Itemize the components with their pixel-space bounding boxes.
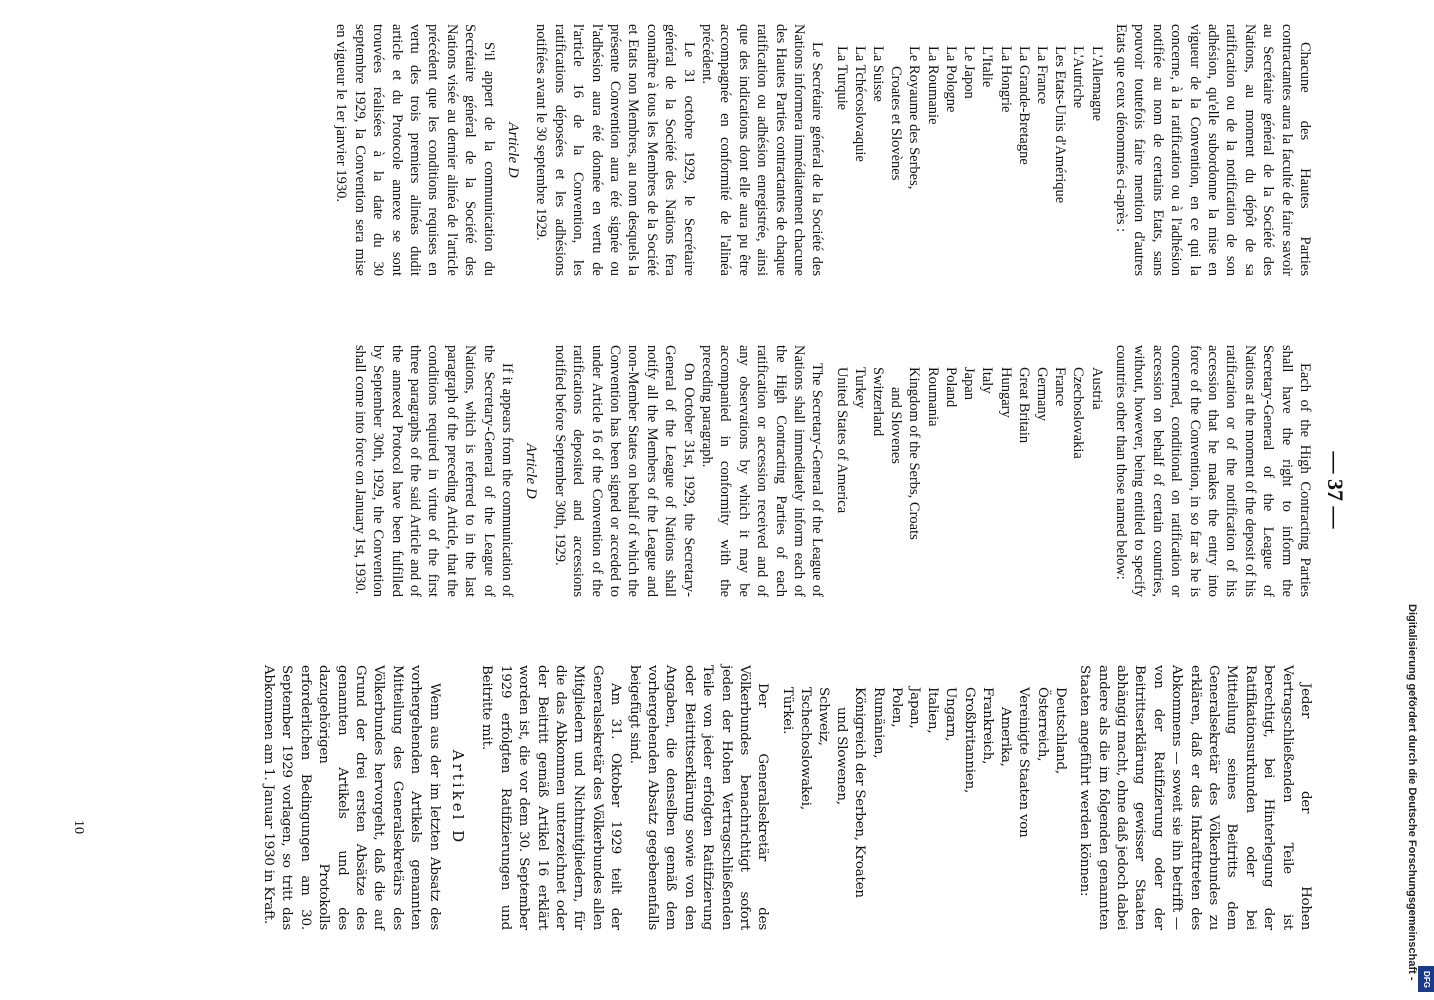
german-paragraph-3: Am 31. Oktober 1929 teilt der Generalsekretär des Völkerbundes allen Mitgliedern und Nichtmitgliedern, für die das Abkommen unterzeichnet oder der Beitritt gemäß Artikel 16 erklärt worden ist, die vor dem 30. September 1929 erfolgten Ratifizierungen und Beitritte mit. bbox=[479, 665, 624, 930]
list-item: L'Italie bbox=[979, 46, 996, 88]
english-paragraph-4: If it appears from the communication of the Secretary-General of the League of Nations, which is referred to in the last paragraph of the preceding Article, that the conditions required in virtue of the first three paragraphs of the said Article and of the annexed Protocol have been fulfilled by September 30th, 1929, the Convention shall come into force on January 1st, 1930. bbox=[351, 345, 515, 597]
list-item: La Roumanie bbox=[924, 46, 941, 125]
dfg-logo-icon bbox=[1418, 966, 1434, 992]
list-item: Poland bbox=[942, 367, 959, 408]
list-item: Vereinigte Staaten von bbox=[1016, 687, 1032, 838]
list-item: Rumänien, bbox=[870, 687, 886, 759]
list-item: Le Royaume des Serbes, bbox=[906, 46, 923, 190]
list-item: Les Etats-Unis d'Amérique bbox=[1052, 46, 1069, 204]
list-item: Czechoslovakia bbox=[1070, 367, 1087, 459]
list-item: La Hongrie bbox=[997, 46, 1014, 113]
french-column bbox=[332, 24, 1314, 276]
list-item: Tschechoslowakei, bbox=[797, 687, 813, 810]
list-item: Italien, bbox=[925, 687, 941, 734]
list-item: La Turquie bbox=[833, 46, 850, 111]
list-item: La Tchécoslovaquie bbox=[851, 46, 868, 162]
english-paragraph-3: On October 31st, 1929, the Secretary-General of the League of Nations shall notify all the Members of the League and non-Member States on behalf of which the Convention has been signed or acceded to under Article 16 of the Convention of the ratifications deposited and accessions notified before September 30th, 1929. bbox=[551, 345, 697, 597]
document-page bbox=[16, 0, 1356, 980]
list-item: Italy bbox=[979, 367, 996, 394]
page-number: — 37 — bbox=[1323, 451, 1348, 529]
english-article-heading: Article D bbox=[523, 443, 540, 499]
list-item: Österreich, bbox=[1034, 687, 1050, 762]
list-item: und Slowenen, bbox=[834, 707, 850, 805]
list-item: Roumania bbox=[924, 367, 941, 427]
list-item: France bbox=[1052, 367, 1069, 407]
french-paragraph-4: S'il appert de la communication du Secrétaire général de la Société des Nations visée au dernier alinéa de l'article précédent que les conditions requises en vertu des trois premiers alinéas dudit article et du Protocole annexe se sont trouvées réalisées à la date du 30 septembre 1929, la Convention sera mise en vigueur le 1er janvier 1930. bbox=[333, 24, 497, 276]
english-column bbox=[350, 345, 1314, 597]
digitization-credit: Digitalisierung gefördert durch die Deutsche Forschungsgemeinschaft - bbox=[1406, 604, 1418, 981]
list-item: La Suisse bbox=[870, 46, 887, 102]
list-item: Schweiz, bbox=[816, 687, 832, 746]
list-item: Croates et Slovènes bbox=[888, 66, 905, 181]
list-item: L'Allemagne bbox=[1088, 46, 1105, 122]
list-item: Deutschland, bbox=[1052, 687, 1068, 774]
list-item: Türkei. bbox=[779, 687, 795, 735]
list-item: Japan bbox=[961, 367, 978, 401]
french-paragraph-2: Le Secrétaire général de la Société des Nations informera immédiatement chacune des Hautes Parties contractantes de chaque ratification ou adhésion enregistrée, ainsi que des indications dont elle aura pu être accompagnée en conformité de l'alinéa précédent. bbox=[699, 24, 826, 276]
french-paragraph-1: Chacune des Hautes Parties contractantes aura la faculté de faire savoir au Secrétaire général de la Société des Nations, au moment du dépôt de sa ratification ou de la notification de son adhésion, qu'elle subordonne la mise en vigueur de la Convention, en ce qui la concerne, à la ratification ou à l'adhésion notifiée au nom de certains Etats, sans pouvoir toutefois faire mention d'autres Etats que ceux dénommés ci-après : bbox=[1112, 24, 1313, 276]
french-country-list bbox=[832, 46, 1105, 276]
french-paragraph-3: Le 31 octobre 1929, le Secrétaire général de la Société des Nations fera connaître à tous les Membres de la Société et Etats non Membres, au nom desquels la présente Convention aura été signée ou l'adhésion aura été donnée en vertu de l'article 16 de la Convention, les ratifications déposées et les adhésions notifiées avant le 30 septembre 1929. bbox=[533, 24, 697, 276]
list-item: and Slovenes bbox=[888, 387, 905, 464]
german-country-list bbox=[777, 687, 1068, 930]
list-item: Japan, bbox=[907, 687, 923, 729]
german-paragraph-1: Jeder der Hohen Vertragschließenden Teile ist berechtigt, bei Hinterlegung der Ratifikationsurkunden oder bei Mitteilung seines Beitritts dem Generalsekretär des Völkerbundes zu erklären, daß er das Inkrafttreten des Abkommens — soweit sie ihn betrifft — von der Ratifizierung oder der Beitrittserklärung gewisser Staaten abhängig macht, ohne daß jedoch dabei andere als die im folgenden genannten Staaten angeführt werden können: bbox=[1077, 665, 1313, 930]
list-item: Ungarn, bbox=[943, 687, 959, 742]
list-item: Großbritannien, bbox=[961, 687, 977, 794]
list-item: Amerika, bbox=[998, 707, 1014, 767]
list-item: Königreich der Serben, Kroaten bbox=[852, 687, 868, 898]
german-paragraph-2: Der Generalsekretär des Völkerbundes benachrichtigt sofort jeden der Hohen Vertragschließenden Teile von jeder erfolgten Ratifizierung oder Beitrittserklärung sowie von den Angaben, die denselben gemäß dem vorhergehenden Absatz gegebenenfalls beigefügt sind. bbox=[626, 665, 771, 930]
list-item: Le Japon bbox=[961, 46, 978, 99]
footer-page-number: 10 bbox=[71, 820, 86, 834]
list-item: United States of America bbox=[833, 367, 850, 514]
english-paragraph-1: Each of the High Contracting Parties shall have the right to inform the Secretary-General of the League of Nations at the moment of the deposit of his ratification or of the notification of his accession that he makes the entry into force of the Convention, in so far as he is concerned, conditional on ratification or accession on behalf of certain countries, without, however, being entitled to specify countries other than those named below: bbox=[1112, 345, 1313, 597]
english-paragraph-2: The Secretary-General of the League of Nations shall immediately inform each of the High Contracting Parties of each ratification or accession received and of any observations by which it may be accompanied in conformity with the preceding paragraph. bbox=[699, 345, 826, 597]
list-item: Germany bbox=[1033, 367, 1050, 421]
french-article-heading: Article D bbox=[504, 122, 521, 178]
german-column bbox=[259, 665, 1315, 930]
list-item: L'Autriche bbox=[1070, 46, 1087, 109]
list-item: Austria bbox=[1088, 367, 1105, 410]
german-article-heading: Artikel D bbox=[448, 749, 467, 846]
list-item: Switzerland bbox=[870, 367, 887, 437]
list-item: La Pologne bbox=[942, 46, 959, 113]
list-item: Turkey bbox=[851, 367, 868, 409]
list-item: La Grande-Bretagne bbox=[1015, 46, 1032, 165]
english-country-list bbox=[832, 367, 1105, 597]
list-item: Kingdom of the Serbs, Croats bbox=[906, 367, 923, 540]
list-item: Polen, bbox=[888, 687, 904, 728]
list-item: Frankreich, bbox=[979, 687, 995, 765]
list-item: La France bbox=[1033, 46, 1050, 105]
list-item: Great Britain bbox=[1015, 367, 1032, 444]
dfg-logo-text: DFG bbox=[1421, 970, 1431, 988]
list-item: Hungary bbox=[997, 367, 1014, 418]
german-paragraph-4: Wenn aus der im letzten Absatz des vorhergehenden Artikels genannten Mitteilung des Generalsekretärs des Völkerbundes hervorgeht, daß die auf Grund der drei ersten Absätze des genannten Artikels und des dazugehörigen Protokolls erforderlichen Bedingungen am 30. September 1929 vorlagen, so tritt das Abkommen am 1. Januar 1930 in Kraft. bbox=[260, 665, 442, 930]
